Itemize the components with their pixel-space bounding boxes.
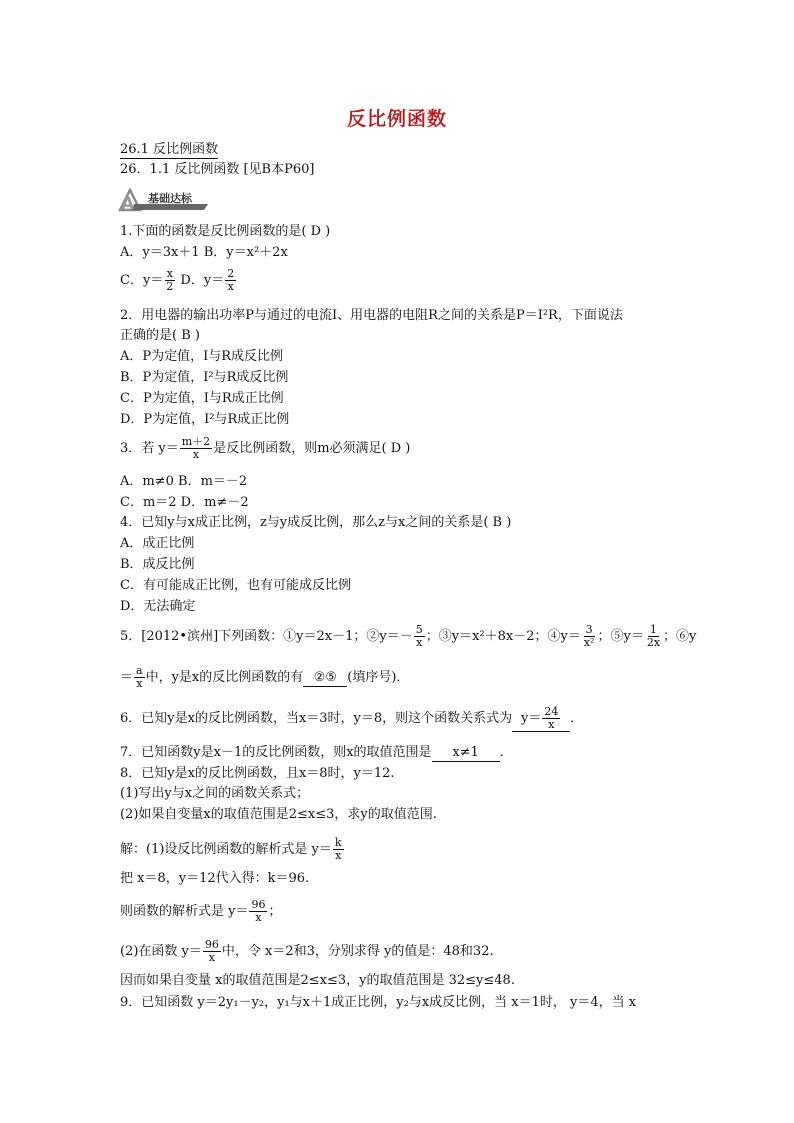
q8-s4-fraction	[203, 939, 221, 964]
q2-stem-line2: 正确的是( B )	[120, 328, 200, 343]
q7-end: ．	[499, 745, 513, 760]
q8-s4-prefix: (2)在函数 y＝	[120, 944, 202, 959]
q8-part2: (2)如果自变量x的取值范围是2≤x≤3，求y的取值范围.	[120, 807, 437, 822]
q8-solution4	[120, 939, 494, 964]
q4-option-d: D．无法确定	[120, 599, 196, 614]
q9-stem: 9．已知函数 y＝2y₁－y₂，y₁与x＋1成正比例，y₂与x成反比例，当 x＝1时， y＝4，当 x	[120, 995, 637, 1010]
q8-s1-num: k	[334, 836, 342, 849]
q5-f1-num: 5	[415, 623, 423, 636]
q5-line2-end: (填序号)．	[347, 670, 410, 685]
q8-s1-fraction	[333, 837, 344, 862]
q2-option-a: A．P为定值，I与R成反比例	[120, 349, 284, 364]
q8-s3-num: 96	[251, 898, 266, 911]
q8-s4-num: 96	[204, 938, 219, 951]
q6-num: 24	[544, 705, 559, 718]
q2-stem-line1: 2．用电器的输出功率P与通过的电流I、用电器的电阻R之间的关系是P＝I²R，下面说法	[120, 308, 623, 323]
badge-label: 基础达标	[148, 192, 192, 205]
q6-end: ．	[570, 711, 584, 726]
q3-den: x	[192, 448, 200, 461]
q4-stem: 4．已知y与x成正比例，z与y成反比例，那么z与x之间的关系是( B )	[120, 515, 512, 530]
q1-d-den: x	[227, 280, 234, 293]
page-title: 反比例函数	[346, 108, 447, 130]
q3-stem	[120, 436, 410, 461]
q1-c-den: 2	[166, 280, 174, 293]
q7-answer: x≠1	[432, 745, 500, 762]
q5-f3-den: 2x	[646, 636, 661, 649]
q7-line	[120, 745, 513, 762]
q8-solution5: 因而如果自变量 x的取值范围是2≤x≤3，y的取值范围是 32≤y≤48.	[120, 973, 515, 988]
q1-d-prefix: D．y＝	[176, 273, 225, 288]
q5-f2-den: x²	[583, 636, 595, 649]
q1-options-ab: A．y＝3x＋1 B．y＝x²＋2x	[120, 245, 288, 260]
q5-line1	[120, 624, 696, 649]
q8-solution3	[120, 899, 282, 924]
q8-solution2: 把 x＝8，y＝12代入得：k＝96.	[120, 871, 310, 886]
q5-f4-den: x	[136, 677, 143, 690]
q1-c-prefix: C．y＝	[120, 273, 164, 288]
q5-line2	[120, 665, 409, 690]
q6-answer	[512, 706, 570, 732]
q5-fraction4	[134, 665, 145, 690]
q8-s1-prefix: 解：(1)设反比例函数的解析式是 y＝	[120, 842, 332, 857]
q5-part4: ；⑥y	[663, 629, 697, 644]
q5-line2-text: 中，y是x的反比例函数的有	[145, 670, 304, 685]
q3-num: m＋2	[181, 435, 211, 448]
q5-f4-num: a	[136, 664, 143, 677]
q8-part1: (1)写出y与x之间的函数关系式；	[120, 786, 310, 801]
badge-letter: A	[121, 194, 135, 212]
q8-s3-fraction	[249, 899, 267, 924]
q5-fraction2	[582, 624, 597, 649]
q6-fraction	[542, 706, 560, 731]
q8-solution1	[120, 837, 345, 862]
q5-f1-den: x	[416, 636, 423, 649]
q6-den: x	[548, 718, 555, 731]
q2-option-c: C．P为定值，I与R成正比例	[120, 391, 284, 406]
q2-option-d: D．P为定值，I²与R成正比例	[120, 412, 290, 427]
section-heading	[120, 142, 218, 158]
section-heading-text: 26.1 反比例函数	[120, 142, 219, 157]
q7-text: 7．已知函数y是x－1的反比例函数，则x的取值范围是	[120, 745, 432, 760]
q8-stem: 8．已知y是x的反比例函数，且x＝8时，y＝12.	[120, 766, 395, 781]
q1-options-cd	[120, 268, 237, 293]
q3-prefix: 3．若 y＝	[120, 441, 179, 456]
q1-stem: 1.下面的函数是反比例函数的是( D )	[120, 224, 331, 239]
q6-text: 6．已知y是x的反比例函数，当x＝3时，y＝8，则这个函数关系式为	[120, 711, 513, 726]
q5-line2-eq: ＝	[120, 670, 134, 685]
q8-s3-end: ；	[268, 904, 282, 919]
q8-s4-suffix: 中，令 x＝2和3，分别求得 y的值是：48和32.	[221, 944, 494, 959]
q4-option-a: A．成正比例	[120, 536, 195, 551]
q5-fraction3	[645, 624, 662, 649]
q3-options-cd: C．m＝2 D．m≠－2	[120, 495, 249, 510]
q5-part3: ；⑤y＝	[597, 629, 644, 644]
basic-level-badge	[118, 188, 212, 212]
q8-s4-den: x	[208, 951, 216, 964]
badge-graphic	[118, 188, 212, 212]
q1-d-num: 2	[227, 267, 235, 280]
subsection-heading: 26．1.1 反比例函数 [见B本P60]	[120, 162, 315, 177]
q4-option-b: B．成反比例	[120, 557, 195, 572]
q2-option-b: B．P为定值，I²与R成反比例	[120, 370, 289, 385]
q8-s3-prefix: 则函数的解析式是 y＝	[120, 904, 249, 919]
q3-suffix: 是反比例函数，则m必须满足( D )	[213, 441, 411, 456]
q1-d-fraction	[225, 268, 236, 293]
q5-f2-num: 3	[585, 623, 593, 636]
q5-f3-num: 1	[649, 623, 657, 636]
q8-s3-den: x	[255, 911, 262, 924]
q6-ans-prefix: y＝	[520, 711, 542, 726]
q1-c-fraction	[164, 268, 175, 293]
q8-s1-den: x	[335, 849, 342, 862]
q3-options-ab: A．m≠0 B．m＝－2	[120, 474, 248, 489]
q6-line	[120, 706, 583, 732]
q3-fraction	[180, 436, 212, 461]
q5-part2: ；③y＝x²＋8x－2；④y＝	[425, 629, 581, 644]
q4-option-c: C．有可能成正比例，也有可能成反比例	[120, 578, 351, 593]
q5-answer: ②⑤	[303, 670, 347, 687]
q5-part1: 5．[2012•滨州]下列函数：①y＝2x－1；②y＝－	[120, 629, 413, 644]
q5-fraction1	[414, 624, 425, 649]
q1-c-num: x	[166, 267, 173, 280]
